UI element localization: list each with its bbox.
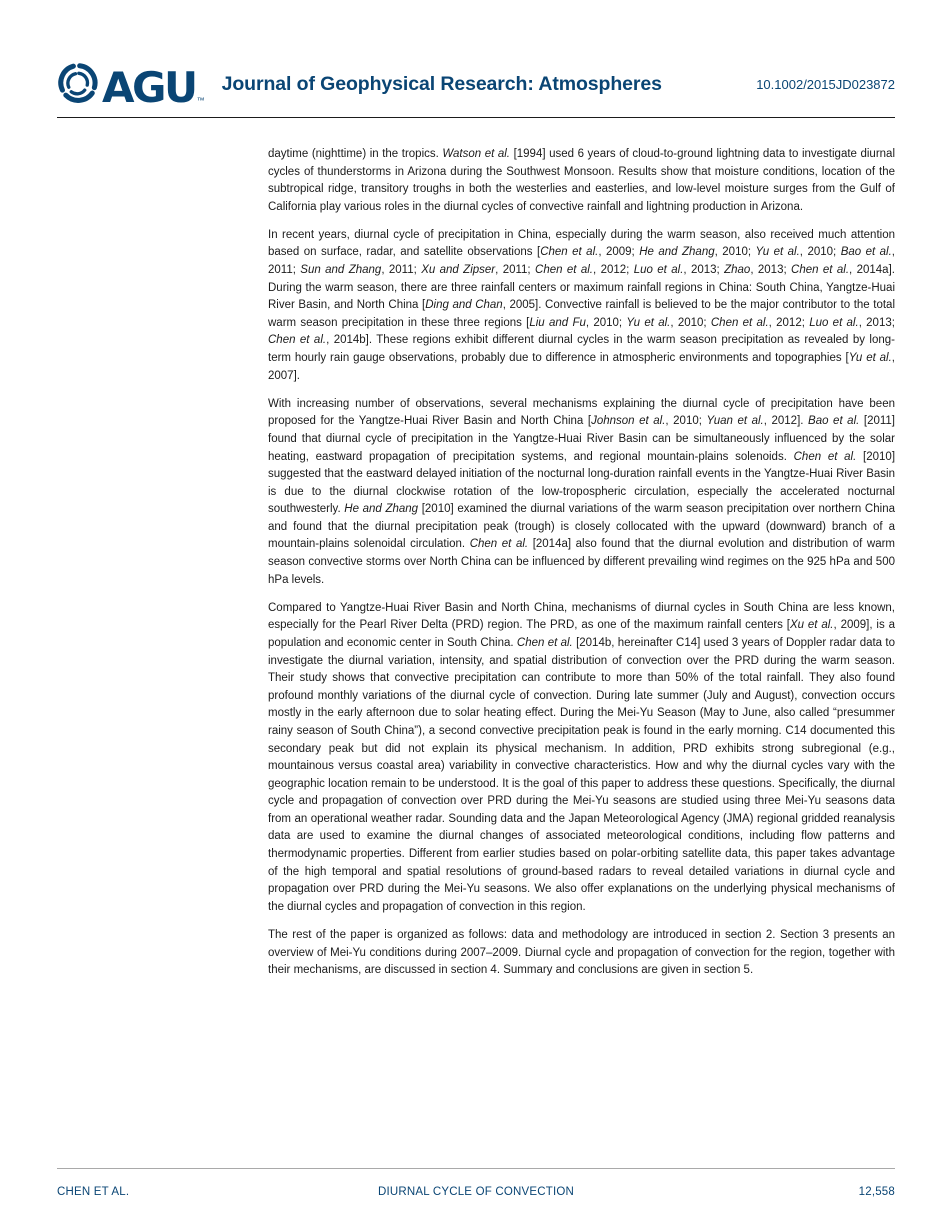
footer-rule xyxy=(57,1168,895,1169)
agu-logo xyxy=(57,62,205,113)
paragraph: The rest of the paper is organized as follows: data and methodology are introduced in section 2. Section 3 presents an overview of Mei-Yu conditions during 2007–2009. Diurnal cycle and propagation of convection for the region, together with their mechanisms, are discussed in section 4. Summary and conclusions are given in section 5. xyxy=(268,928,895,977)
article-body xyxy=(268,146,895,990)
agu-gyre-icon xyxy=(57,62,99,104)
agu-logo-trademark: ™ xyxy=(196,96,205,105)
paragraph: With increasing number of observations, several mechanisms explaining the diurnal cycle of precipitation have been proposed for the Yangtze-Huai River Basin and North China [Johnson et al., 2010; Yuan et al., 2012]. Bao et al. [2011] found that diurnal cycle of precipitation in the Yangtze-Huai River Basin can be simultaneously influenced by the solar heating, eastward propagation of precipitation systems, and regional mountain-plains solenoids. Chen et al. [2010] suggested that the eastward delayed initiation of the nocturnal long-duration rainfall events in the Yangtze-Huai River Basin is due to the diurnal clockwise rotation of the low-tropospheric circulation, especially the accelerated nocturnal southwesterly. He and Zhang [2010] examined the diurnal variations of the warm season precipitation over northern China and found that the diurnal precipitation peak (trough) is closely collocated with the upward (downward) branch of a mountain-plains solenoidal circulation. Chen et al. [2014a] also found that the diurnal evolution and distribution of warm season convective storms over North China can be influenced by different prevailing wind regimes on the 925 hPa and 500 hPa levels. xyxy=(268,397,896,586)
paragraph: daytime (nighttime) in the tropics. Watson et al. [1994] used 6 years of cloud-to-ground lightning data to investigate diurnal cycles of thunderstorms in Arizona during the Southwest Monsoon. Results show that moisture conditions, location of the subtropical ridge, transitory troughs in both the westerlies and easterlies, and low-level moisture surges from the Gulf of California play various roles in the diurnal cycles of convective rainfall and lightning production in Arizona. xyxy=(268,148,896,213)
agu-logo-text: AGU xyxy=(102,63,196,113)
header-rule xyxy=(57,117,895,118)
footer-running-title: DIURNAL CYCLE OF CONVECTION xyxy=(377,1186,575,1198)
footer-page-number: 12,558 xyxy=(858,1186,895,1198)
journal-header xyxy=(57,56,895,112)
doi-link[interactable]: 10.1002/2015JD023872 xyxy=(756,76,895,92)
paragraph: Compared to Yangtze-Huai River Basin and North China, mechanisms of diurnal cycles in South China are less known, especially for the Pearl River Delta (PRD) region. The PRD, as one of the maximum rainfall centers [Xu et al., 2009], is a population and economic center in South China. Chen et al. [2014b, hereinafter C14] used 3 years of Doppler radar data to investigate the diurnal variation, intensity, and spatial distribution of convection over the PRD during the warm season. Their study shows that convective precipitation can contribute to more than 50% of the total rainfall. They also found profound monthly variations of the diurnal cycle of convection. During late summer (July and August), convection occurs mostly in the early afternoon due to solar heating effect. During the Mei-Yu Season (May to June, also called “presummer rainy season of South China”), a second convective precipitation peak is found in the early morning. C14 documented this secondary peak but did not explain its physical mechanism. In addition, PRD exhibits strong subregional (e.g., mountainous versus coastal area) variability in convective characteristics. How and why the diurnal cycles vary with the geographic location remain to be understood. It is the goal of this paper to address these questions. Specifically, the diurnal cycle and propagation of convection over PRD during the Mei-Yu seasons are studied using three Mei-Yu seasons data from an operational weather radar. Sounding data and the Japan Meteorological Agency (JMA) regional gridded reanalysis data are used to examine the diurnal changes of associated meteorological conditions, including flow patterns and thermodynamic properties. Different from earlier studies based on polar-orbiting satellite data, this paper takes advantage of the high temporal and spatial resolutions of ground-based radars to reveal detailed variations in diurnal cycle and propagation over PRD during the Mei-Yu seasons. We also offer explanations on the underlying physical mechanisms of the diurnal cycles and propagation of convection in this region. xyxy=(268,601,895,913)
journal-title: Journal of Geophysical Research: Atmospheres xyxy=(221,72,662,95)
footer-authors: CHEN ET AL. xyxy=(57,1186,130,1198)
page-footer xyxy=(57,1186,895,1198)
paragraph: In recent years, diurnal cycle of precipitation in China, especially during the warm season, also received much attention based on surface, radar, and satellite observations [Chen et al., 2009; He and Zhang, 2010; Yu et al., 2010; Bao et al., 2011; Sun and Zhang, 2011; Xu and Zipser, 2011; Chen et al., 2012; Luo et al., 2013; Zhao, 2013; Chen et al., 2014a]. During the warm season, there are three rainfall centers or maximum rainfall regions in China: South China, Yangtze-Huai River Basin, and North China [Ding and Chan, 2005]. Convective rainfall is believed to be the major contributor to the total warm season precipitation in these three regions [Liu and Fu, 2010; Yu et al., 2010; Chen et al., 2012; Luo et al., 2013; Chen et al., 2014b]. These regions exhibit different diurnal cycles in the warm season precipitation as revealed by long-term hourly rain gauge observations, probably due to difference in atmospheric environments and topographies [Yu et al., 2007]. xyxy=(268,228,895,382)
